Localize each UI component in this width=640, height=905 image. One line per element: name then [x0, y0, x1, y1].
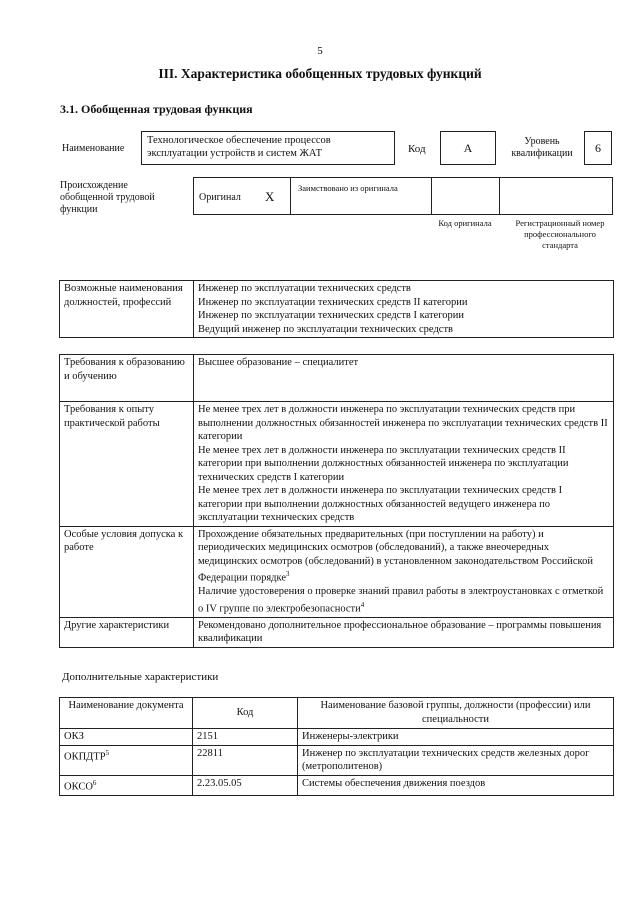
doc-cell: ОКСО$^6$ — [60, 775, 193, 795]
code-cell: 2151 — [193, 729, 298, 746]
reg-number-caption: Регистрационный номер профессионального стандарта — [515, 218, 605, 250]
additional-table — [59, 697, 614, 796]
footnote-ref: 3 — [286, 570, 290, 578]
code-cell: 2.23.05.05 — [193, 775, 298, 795]
name-cell: Инженер по эксплуатации технических средств железных дорог (метрополитенов) — [298, 745, 614, 775]
special-conditions-label: Особые условия допуска к работе — [60, 526, 194, 617]
original-label: Оригинал — [199, 192, 241, 203]
code-original-caption: Код оригинала — [438, 218, 492, 228]
code-value-box: А — [440, 131, 496, 165]
additional-heading: Дополнительные характеристики — [62, 671, 219, 683]
table-row — [60, 775, 614, 795]
col-header-code: Код — [193, 698, 298, 729]
position-item: Ведущий инженер по эксплуатации технических средств — [198, 323, 453, 335]
origin-divider — [499, 177, 500, 215]
positions-table — [59, 280, 614, 338]
other-value: Рекомендовано дополнительное профессиональное образование – программы повышения квалификации — [194, 617, 614, 647]
col-header-doc: Наименование документа — [60, 698, 193, 729]
level-value-box: 6 — [584, 131, 612, 165]
origin-divider — [431, 177, 432, 215]
doc-cell: ОКЗ — [60, 729, 193, 746]
footnote-ref: 6 — [92, 778, 97, 787]
experience-item: Не менее трех лет в должности инженера по эксплуатации технических средств I категории при выполнении должностных обязанностей ведущего инженера по эксплуатации технических средств — [198, 485, 563, 523]
code-label: Код — [408, 143, 426, 155]
experience-item: Не менее трех лет в должности инженера по эксплуатации технических средств при выполнении должностных обязанностей инженера по эксплуатации технических средств II категории — [198, 404, 608, 442]
special-conditions-list — [194, 526, 614, 617]
origin-label: Происхождение обобщенной трудовой функции — [60, 180, 155, 215]
special-condition-item: Прохождение обязательных предварительных (при поступлении на работу) и периодических медицинских осмотров (обследований), а также внеочередных медицинских осмотров (обследований) в установленном законодательством Российской Федерации порядке$^3$ — [198, 528, 593, 584]
code-cell: 22811 — [193, 745, 298, 775]
footnote-ref: 5 — [105, 748, 110, 757]
table-row — [60, 729, 614, 746]
table-row — [60, 745, 614, 775]
level-label: Уровень квалификации — [511, 136, 573, 159]
experience-label: Требования к опыту практической работы — [60, 402, 194, 527]
subsection-title: 3.1. Обобщенная трудовая функция — [60, 102, 253, 116]
experience-list — [194, 402, 614, 527]
experience-item: Не менее трех лет в должности инженера по эксплуатации технических средств II категории при выполнении должностных обязанностей инженера по эксплуатации технических средств I категории — [198, 444, 569, 483]
col-header-name: Наименование базовой группы, должности (профессии) или специальности — [298, 698, 614, 729]
special-condition-item: Наличие удостоверения о проверке знаний правил работы в электроустановках с отметкой о IV группе по электробезопасности$^4$ — [198, 586, 604, 614]
education-value: Высшее образование – специалитет — [194, 355, 614, 402]
other-label: Другие характеристики — [60, 617, 194, 647]
name-label: Наименование — [62, 143, 125, 154]
section-title: III. Характеристика обобщенных трудовых функций — [158, 66, 482, 81]
requirements-table — [59, 354, 614, 648]
name-cell: Инженеры-электрики — [298, 729, 614, 746]
origin-divider — [290, 177, 291, 215]
position-item: Инженер по эксплуатации технических средств II категории — [198, 296, 468, 308]
doc-cell: ОКПДТР$^5$ — [60, 745, 193, 775]
position-item: Инженер по эксплуатации технических средств — [198, 283, 411, 294]
name-cell: Системы обеспечения движения поездов — [298, 775, 614, 795]
position-item: Инженер по эксплуатации технических средств I категории — [198, 310, 465, 321]
positions-list — [194, 281, 614, 338]
positions-label: Возможные наименования должностей, профессий — [60, 281, 194, 338]
page-number: 5 — [317, 45, 323, 57]
education-label: Требования к образованию и обучению — [60, 355, 194, 402]
original-mark: X — [265, 189, 275, 204]
footnote-ref: 4 — [360, 600, 365, 609]
borrowed-label: Заимствовано из оригинала — [298, 183, 398, 193]
function-name-box: Технологическое обеспечение процессов эксплуатации устройств и систем ЖАТ — [141, 131, 395, 165]
